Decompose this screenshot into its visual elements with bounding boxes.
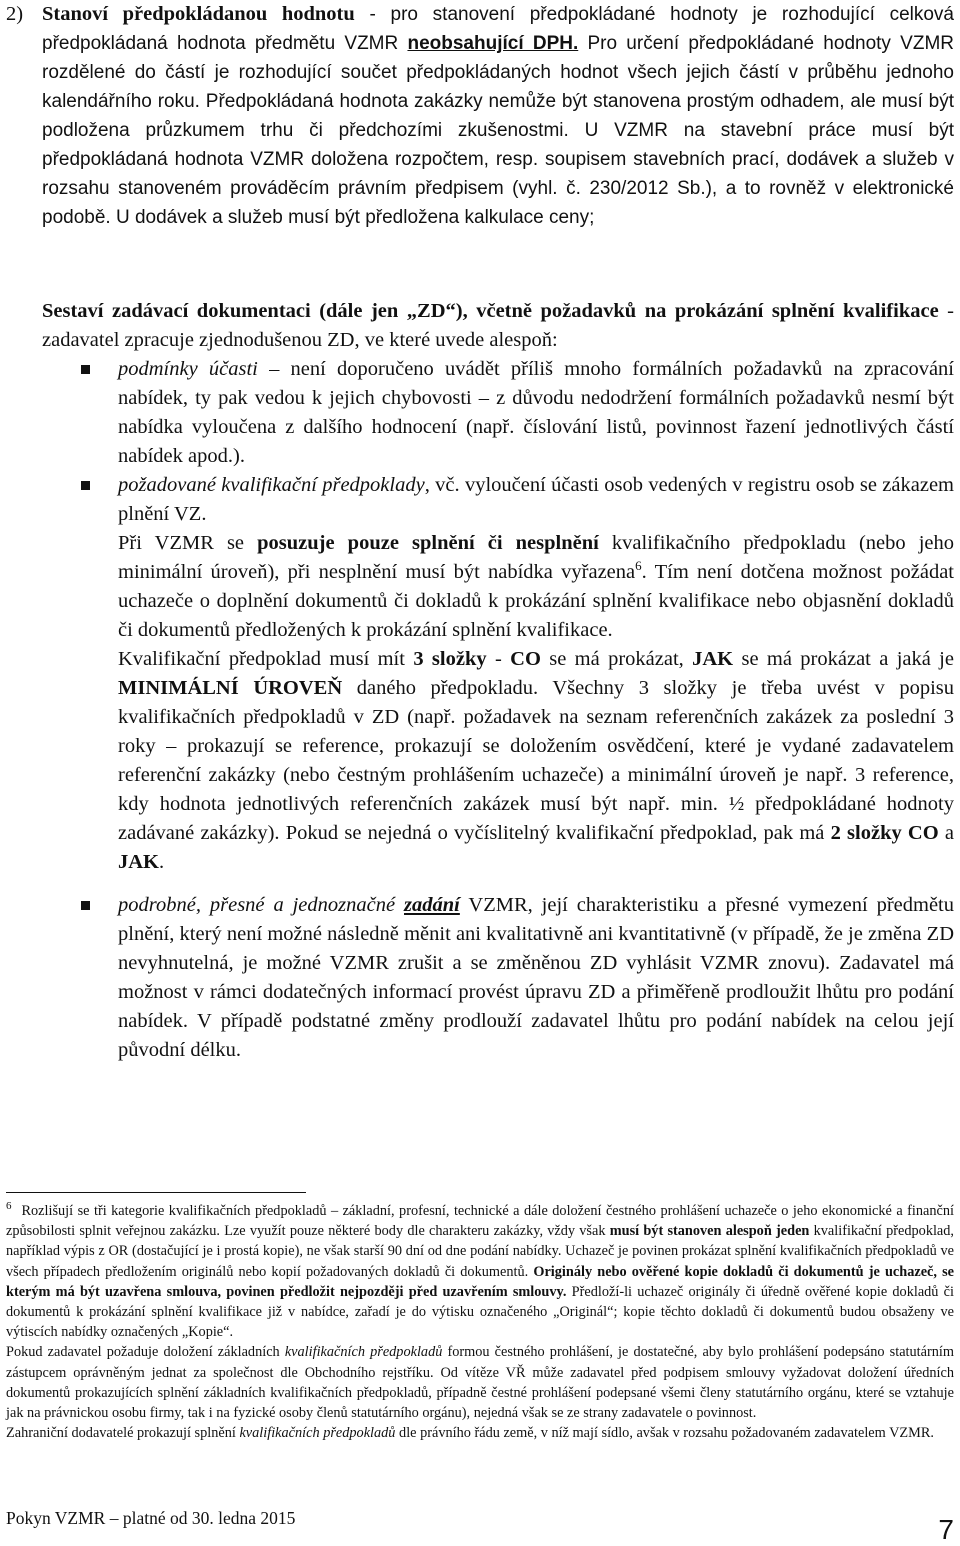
footnote-text: Pokud zadavatel požaduje doložení základních [6, 1344, 285, 1361]
square-bullet-icon [81, 365, 90, 374]
body-text: se má prokázat a jaká je [733, 648, 954, 670]
bullet-title: podrobné, přesné a jednoznačné [118, 894, 405, 916]
bullet-text: – není doporučeno uvádět příliš mnoho formálních požadavků na zpracování nabídek, ty pak vedou k jejich chybovosti – z důvodu nedodržení formálních požadavků nesmí být nabídka vyloučena z dalšího hodnocení (např. číslování listů, povinnost řazení jednotlivých částí nabídek apod.). [118, 358, 954, 467]
body-text: a [938, 822, 954, 844]
footnote-reference[interactable]: 6 [635, 558, 642, 574]
bullet-title: požadované kvalifikační předpoklady [118, 474, 425, 496]
bullet-item [6, 471, 954, 877]
emphasis-text: JAK [692, 648, 734, 670]
body-text: daného předpokladu. Všechny 3 složky je třeba uvést v popisu kvalifikačních předpokladů v ZD (např. požadavek na seznam referenčních zakázek za poslední 3 roky – prokazují se reference, prokazují se doložením osvědčení, které je vydané zadavatelem referenční zakázky (nebo čestným prohlášením uchazeče) a minimální úroveň je např. 3 reference, kdy hodnota jednotlivých referenčních zakázek musí být např. min. ½ předpokládané hodnoty zadávané zakázky). Pokud se nejedná o vyčíslitelný kvalifikační předpoklad, pak má [118, 677, 954, 844]
footnote-paragraph [6, 1423, 954, 1443]
footnote-text: kvalifikační předpoklad, například výpis z OR (dostačující je i prostá kopie), ne však starší 90 dní od dne podání nabídky. Uchazeč je povinen prokázat splnění kvalifikačních předpokladů ve všech případech předložením originálů nebo kopií požadovaných dokladů či dokumentů. [6, 1223, 955, 1280]
square-bullet-icon [81, 901, 90, 910]
emphasis-text: 2 složky CO [830, 822, 939, 844]
footnote-separator [6, 1192, 306, 1193]
body-text: Pro určení předpokládané hodnoty VZMR rozdělené do částí je rozhodující součet předpokládaných hodnot všech jejich částí v průběhu jednoho kalendářního roku. Předpokládaná hodnota zakázky nemůže být stanovena prostým odhadem, ale musí být podložena průzkumem trhu či předchozími zkušenostmi. U VZMR na stavební práce musí být předpokládaná hodnota VZMR doložena rozpočtem, resp. soupisem stavebních prací, dodávek a služeb v rozsahu stanoveném prováděcím právním předpisem (vyhl. č. 230/2012 Sb.), a to rovněž v elektronické podobě. [42, 33, 954, 228]
section-number: 2) [6, 3, 24, 25]
body-text: Kvalifikační předpoklad musí mít [118, 648, 414, 670]
emphasis-text: MINIMÁLNÍ ÚROVEŇ [118, 677, 343, 699]
bullet-text: , vč. vyloučení účasti osob vedených v registru osob se zákazem plnění VZ. [118, 474, 954, 525]
emphasis-text: 3 složky [413, 648, 487, 670]
footnote-text: Předloží-li uchazeč originály či úředně ověřené kopie dokladů či dokumentů k prokázání splnění kvalifikace již v nabídce, zařadí je do výtisku označeného „Originál“; kopie těchto dokladů či dokumentů budou obsaženy ve výtiscích nabídky označených „Kopie“. [6, 1283, 954, 1341]
footnote-paragraph [6, 1201, 954, 1342]
section-3-intro [6, 297, 954, 355]
body-text: se má prokázat, [540, 648, 693, 670]
emphasis-text: Originály nebo ověřené kopie dokladů či dokumentů je uchazeč, se kterým má být uzavřena smlouva, povinen předložit nejpozději před uzavřením smlouvy. [6, 1263, 955, 1300]
body-text: U dodávek a služeb musí být předložena kalkulace ceny; [110, 207, 595, 228]
italic-text: kvalifikačních předpokladů [239, 1425, 396, 1442]
footnote-text: dle právního řádu země, v níž mají sídlo, avšak v rozsahu požadovaném zadavatelem VZMR. [395, 1425, 934, 1442]
section-3 [6, 297, 954, 1065]
qualification-paragraph [118, 529, 954, 645]
footnote-text: Rozlišují se tři kategorie kvalifikačních předpokladů – základní, profesní, technické a dále doložení čestného prohlášení uchazeče o jeho ekonomické a finanční způsobilosti splnit veřejnou zakázku. Lze využít pouze některé body dle charakteru zakázky, vždy však [6, 1203, 954, 1240]
emphasis-text: CO [510, 648, 541, 670]
italic-text: kvalifikačních předpokladů [284, 1344, 443, 1361]
footnote-mark: 6 [6, 1200, 12, 1213]
section-heading: Sestaví zadávací dokumentaci (dále jen „ZD“), včetně požadavků na prokázání splnění kvalifikace [42, 300, 939, 322]
body-text: - [486, 648, 511, 670]
footnote [6, 1201, 954, 1443]
components-paragraph [118, 645, 954, 877]
page-footer: Pokyn VZMR – platné od 30. ledna 2015 [6, 1508, 296, 1528]
bullet-title: podmínky účasti [118, 358, 258, 380]
emphasis-text: JAK [118, 851, 159, 873]
bullet-item [6, 891, 954, 1065]
footnote-text: Zahraniční dodavatelé prokazují splnění [6, 1425, 240, 1442]
body-text: - pro stanovení předpokládané hodnoty je rozhodující celková předpokládaná hodnota předmětu VZMR [42, 4, 954, 54]
body-text: - zadavatel zpracuje zjednodušenou ZD, ve které uvede alespoň: [42, 300, 954, 351]
footnote-paragraph [6, 1342, 954, 1423]
body-text: Při VZMR se [118, 532, 258, 554]
body-text: . [159, 851, 165, 873]
section-number [6, 297, 42, 326]
body-text: . Tím není dotčena možnost požádat uchazeče o doplnění dokumentů či dokladů k prokázání splnění kvalifikace nebo objasnění dokladů či dokumentů předložených k prokázání splnění kvalifikace. [118, 561, 955, 641]
section-heading: Stanoví předpokládanou hodnotu [42, 3, 355, 25]
footnote-text: formou čestného prohlášení, je dostatečné, aby bylo prohlášení podepsáno statutárním zástupcem oprávněným jednat za společnost dle Obchodního rejstříku. Od vítěze VŘ může zadavatel před podpisem smlouvy vyžadovat doložení úředních dokumentů prokazujících splnění základních kvalifikačních předpokladů, případně čestné prohlášení podepsané všemi členy statutárního orgánu, které se vztahuje jak na právnickou osobu firmy, tak i na fyzické osoby členů statutárního orgánu), nejedná však se ze strany zadavatele o povinnost. [6, 1344, 954, 1422]
bullet-text: VZMR, její charakteristiku a přesné vymezení předmětu plnění, který není možné následně měnit ani kvalitativně ani kvantitativně (v případě, že je změna ZD nevyhnutelná, je možné VZMR zrušit a se změněnou ZD vyhlásit VZMR znovu). Zadavatel má možnost v rámci dodatečných informací provést úpravu ZD a přiměřeně prodloužit lhůtu pro podání nabídek. V případě podstatné změny prodlouží zadavatel lhůtu pro podání nabídek na celou její původní délku. [118, 894, 954, 1061]
body-text: kvalifikačního předpokladu (nebo jeho minimální úroveň), při nesplnění musí být nabídka vyřazena [118, 532, 954, 583]
page-number: 7 [938, 1514, 954, 1545]
emphasis-text: posuzuje pouze splnění či nesplnění [257, 532, 599, 554]
section-2 [6, 0, 954, 232]
square-bullet-icon [81, 481, 90, 490]
bullet-item [6, 355, 954, 471]
emphasis-text: zadání [404, 894, 460, 916]
section-2-paragraph [6, 0, 954, 232]
emphasis-text: musí být stanoven alespoň jeden [609, 1223, 810, 1240]
emphasis-text: neobsahující DPH. [407, 33, 579, 54]
